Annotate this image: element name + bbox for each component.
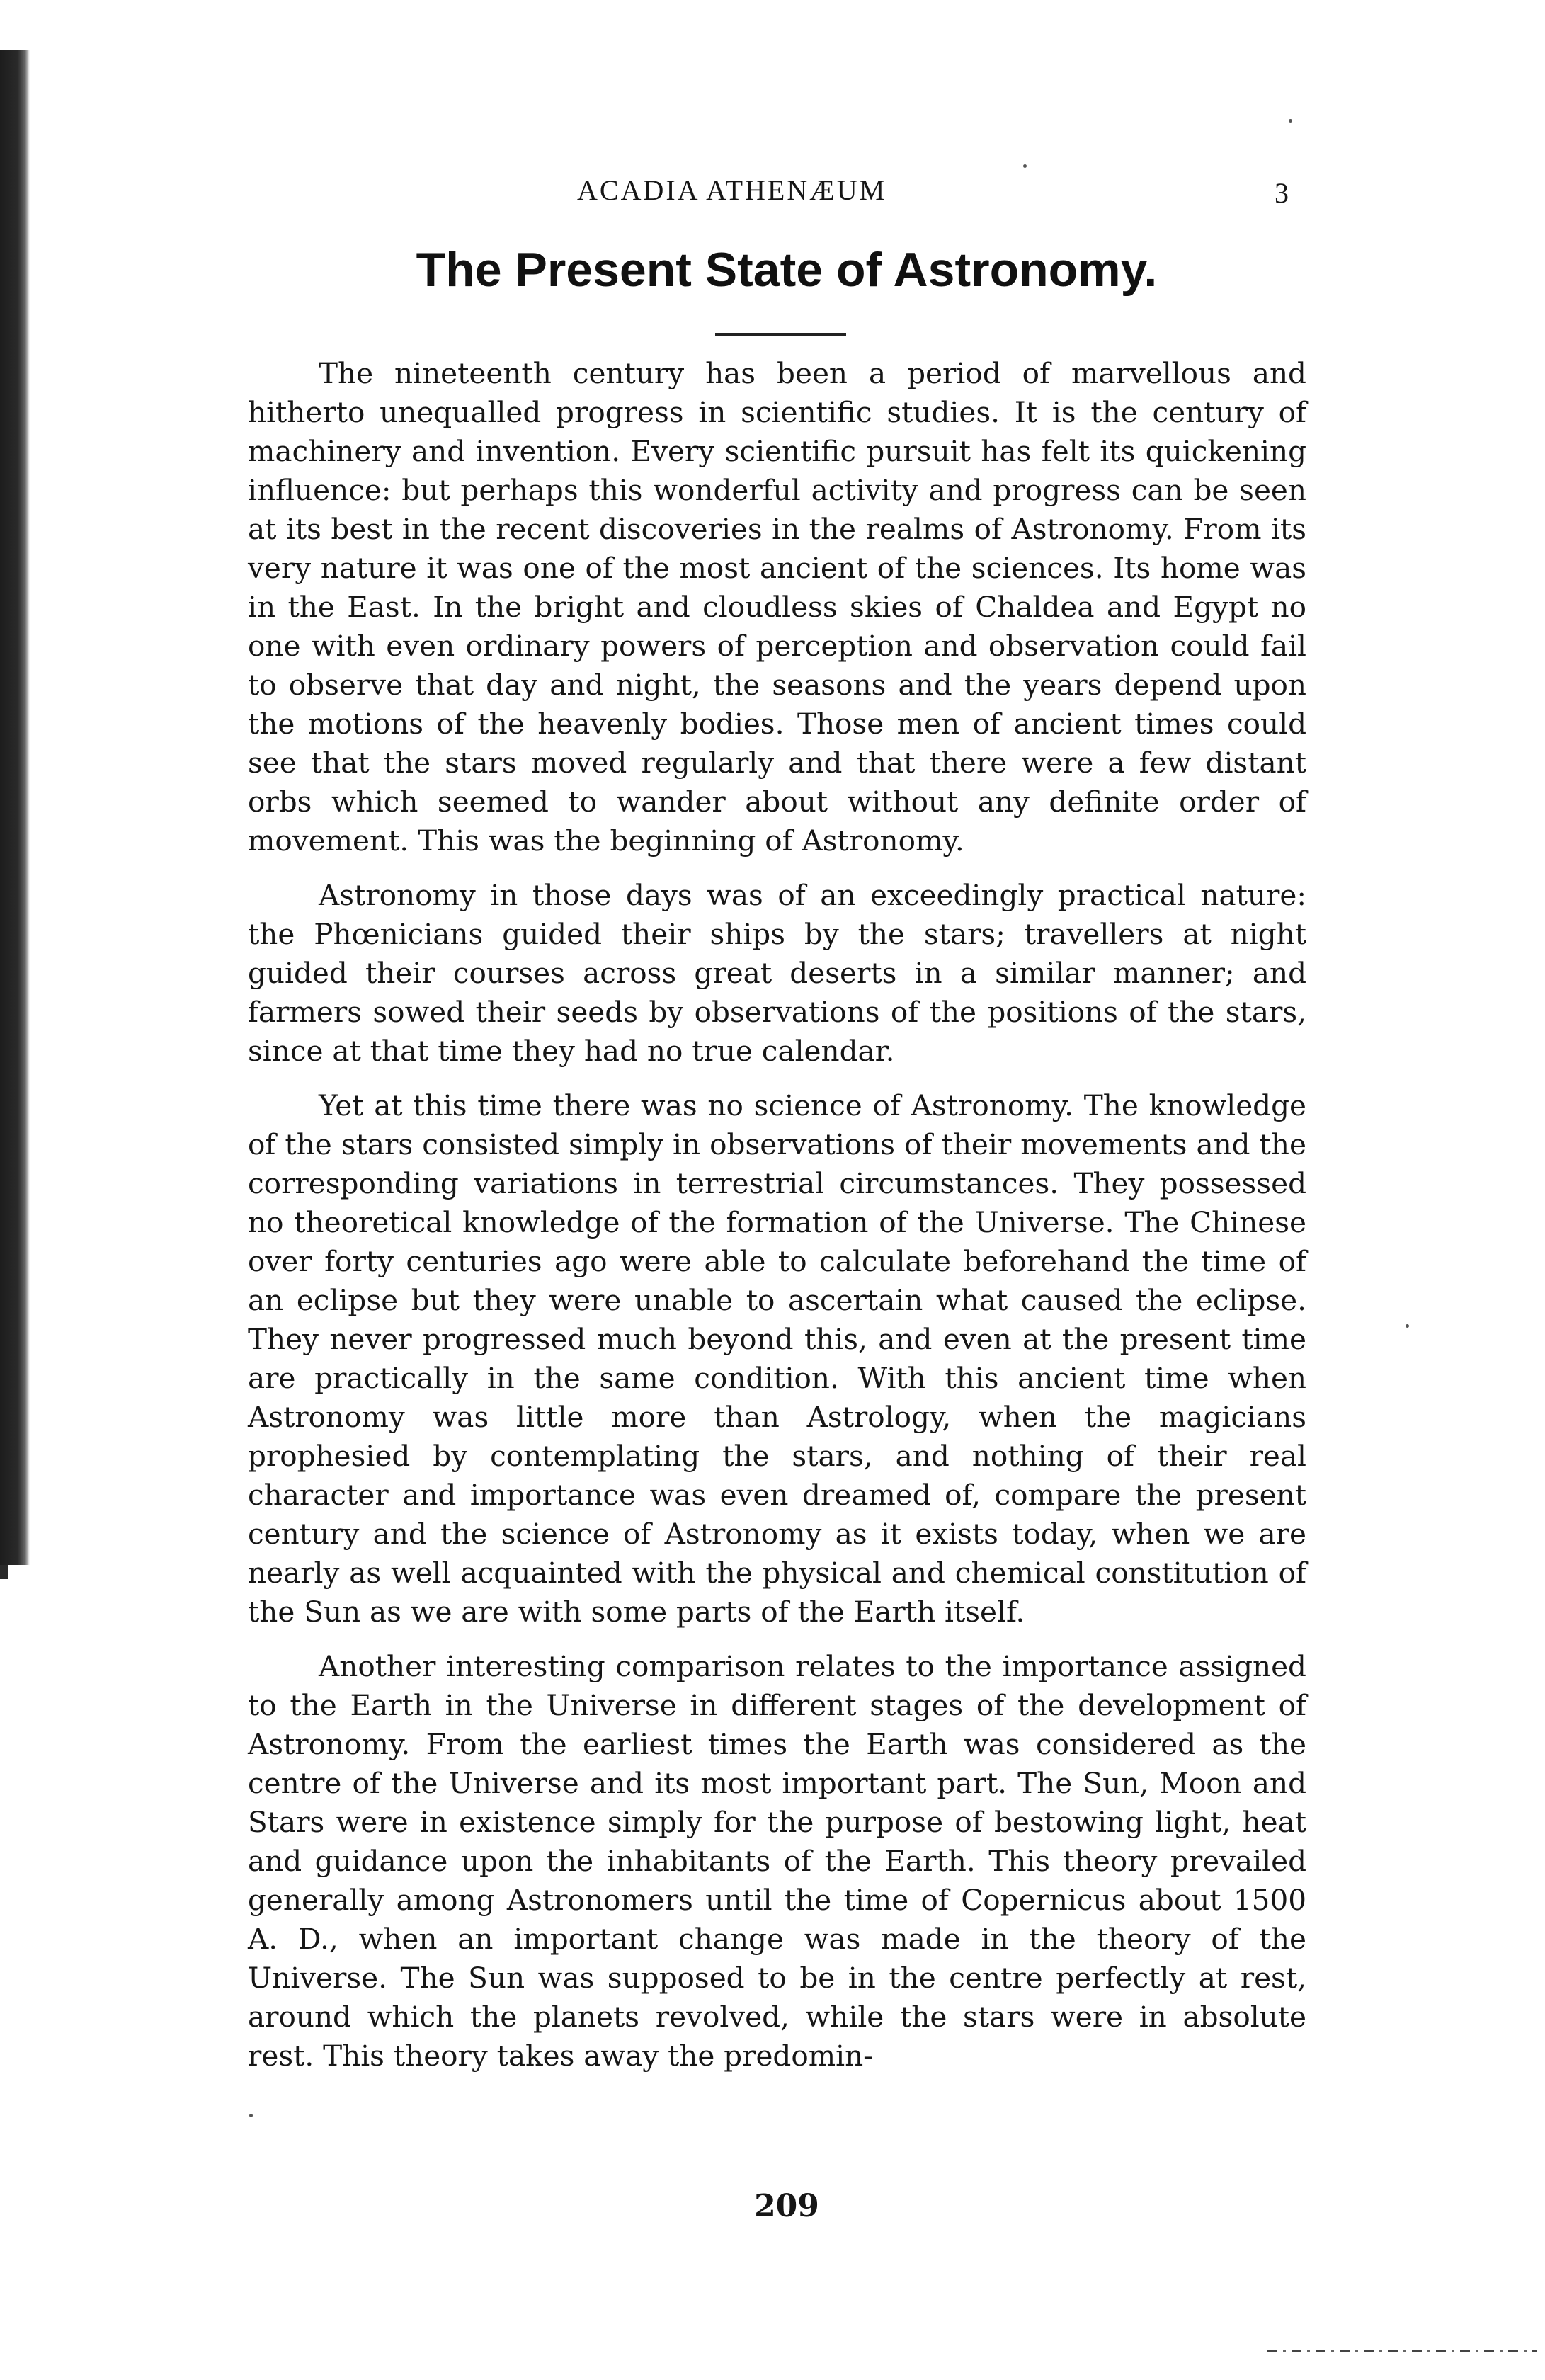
- folio-number: 3: [1275, 177, 1289, 209]
- title-rule: [715, 333, 846, 336]
- stray-mark: [1406, 1324, 1409, 1328]
- paragraph-1: The nineteenth century has been a period of marvellous and hitherto unequalled progress in scientific studies. It is the century of machinery and invention. Every scientific pursuit has felt its quickening influence: but perhaps this wonderful activity and progress can be seen at its best in the recent discoveries in the realms of Astronomy. From its very nature it was one of the most ancient of the sciences. Its home was in the East. In the bright and cloudless skies of Chaldea and Egypt no one with even ordinary powers of perception and observation could fail to observe that day and night, the seasons and the years depend upon the motions of the heavenly bodies. Those men of ancient times could see that the stars moved regularly and that there were a few distant orbs which seemed to wander about without any definite order of movement. This was the beginning of Astronomy.: [248, 356, 1306, 858]
- paragraph-3: Yet at this time there was no science of Astronomy. The knowledge of the stars consisted simply in observations of their movements and the corresponding variations in terrestrial circumstances. They possessed no theoretical knowledge of the formation of the Universe. The Chinese over forty centuries ago were able to calculate beforehand the time of an eclipse but they were unable to ascertain what caused the eclipse. They never progressed much beyond this, and even at the present time are practically in the same condition. With this ancient time when Astronomy was little more than Astrology, when the magicians prophesied by contemplating the stars, and nothing of their real character and importance was even dreamed of, compare the present century and the science of Astronomy as it exists today, when we are nearly as well acquainted with the physical and chemical constitution of the Sun as we are with some parts of the Earth itself.: [248, 1088, 1306, 1629]
- binding-speck: [0, 1565, 8, 1579]
- running-head: [0, 173, 1545, 216]
- article-body: [248, 354, 1306, 2091]
- paragraph-4: Another interesting comparison relates to the importance assigned to the Earth in the Universe in different stages of the development of Astronomy. From the earliest times the Earth was considered as the centre of the Universe and its most important part. The Sun, Moon and Stars were in existence simply for the purpose of bestowing light, heat and guidance upon the inhabitants of the Earth. This theory prevailed generally among Astronomers until the time of Copernicus about 1500 A. D., when an important change was made in the theory of the Universe. The Sun was supposed to be in the centre perfectly at rest, around which the planets revolved, while the stars were in absolute rest. This theory takes away the predomin-: [248, 1649, 1306, 2073]
- stray-mark: [249, 2114, 253, 2117]
- stray-mark: [1289, 119, 1292, 123]
- journal-title: ACADIA ATHENÆUM: [577, 174, 887, 206]
- page-number: 209: [754, 2188, 819, 2224]
- article-title: The Present State of Astronomy.: [416, 243, 1158, 297]
- paragraph-2: Astronomy in those days was of an exceedingly practical nature: the Phœnicians guided their ships by the stars; travellers at night guided their courses across great deserts in a similar manner; and farmers sowed their seeds by observations of the positions of the stars, since at that time they had no true calendar.: [248, 878, 1306, 1068]
- stray-mark: [1023, 164, 1027, 168]
- scan-artifact-line: [1267, 2350, 1537, 2352]
